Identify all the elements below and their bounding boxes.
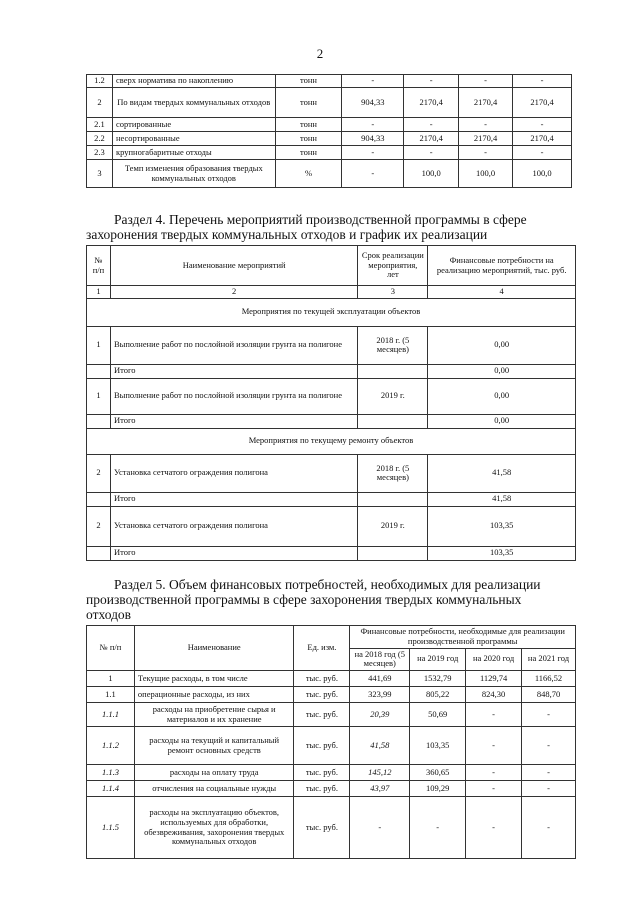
row-num: 1.1 <box>87 687 135 703</box>
table-row <box>87 506 576 546</box>
table-row <box>87 781 576 797</box>
total-value: 41,58 <box>428 492 576 506</box>
col-number: 2 <box>110 286 357 299</box>
row-v2: 1532,79 <box>410 671 466 687</box>
row-unit: тыс. руб. <box>294 781 350 797</box>
table-row <box>87 454 576 492</box>
row-num: 1.1.2 <box>87 727 135 765</box>
header-finance: Финансовые потребности, необходимые для реализации производственной программы <box>350 626 576 649</box>
total-row <box>87 364 576 378</box>
table-row <box>87 88 572 118</box>
row-v3: - <box>466 703 522 727</box>
section5-title <box>86 577 576 622</box>
row-term: 2019 г. <box>358 506 428 546</box>
col-number-row <box>87 286 576 299</box>
table-row <box>87 797 576 859</box>
group-row <box>87 428 576 454</box>
section4-title <box>86 212 576 242</box>
row-name: несортированные <box>112 132 275 146</box>
row-name: По видам твердых коммунальных отходов <box>112 88 275 118</box>
row-name: операционные расходы, из них <box>134 687 294 703</box>
row-v2: 2170,4 <box>404 132 459 146</box>
row-num: 2.3 <box>87 146 113 160</box>
row-v4: 1166,52 <box>522 671 576 687</box>
total-label: Итого <box>110 492 357 506</box>
row-num: 1.1.4 <box>87 781 135 797</box>
table-row <box>87 160 572 188</box>
row-v4: - <box>522 765 576 781</box>
section5-title-line3: отходов <box>86 607 132 622</box>
section4-title-line2: захоронения твердых коммунальных отходов и график их реализации <box>86 227 488 242</box>
row-v1: 441,69 <box>350 671 410 687</box>
row-name: крупногабаритные отходы <box>112 146 275 160</box>
row-v2: 50,69 <box>410 703 466 727</box>
header-unit: Ед. изм. <box>294 626 350 671</box>
header-num: № п/п <box>87 626 135 671</box>
row-num: 2.2 <box>87 132 113 146</box>
section5-title-line1: Раздел 5. Объем финансовых потребностей, необходимых для реализации <box>114 577 541 592</box>
header-year: на 2018 год (5 месяцев) <box>350 648 410 671</box>
table-row <box>87 146 572 160</box>
row-v2: - <box>404 75 459 88</box>
row-term: 2018 г. (5 месяцев) <box>358 326 428 364</box>
row-name: Установка сетчатого ограждения полигона <box>110 506 357 546</box>
row-num: 1.1.1 <box>87 703 135 727</box>
row-v2: 360,65 <box>410 765 466 781</box>
col-number: 1 <box>87 286 111 299</box>
row-unit: тонн <box>275 88 342 118</box>
table-row <box>87 671 576 687</box>
row-v1: - <box>342 160 404 188</box>
row-v4: 100,0 <box>513 160 572 188</box>
header-term: Срок реализации мероприятия, лет <box>358 246 428 286</box>
row-v3: - <box>459 118 513 132</box>
page-number: 2 <box>316 46 324 61</box>
row-unit: тонн <box>275 132 342 146</box>
header-num: № п/п <box>87 246 111 286</box>
row-v3: 1129,74 <box>466 671 522 687</box>
row-v1: - <box>342 75 404 88</box>
row-v2: 2170,4 <box>404 88 459 118</box>
row-unit: тыс. руб. <box>294 727 350 765</box>
row-v3: - <box>466 765 522 781</box>
row-v4: 2170,4 <box>513 132 572 146</box>
row-v4: 848,70 <box>522 687 576 703</box>
total-value: 0,00 <box>428 364 576 378</box>
row-v2: 100,0 <box>404 160 459 188</box>
header-name: Наименование мероприятий <box>110 246 357 286</box>
row-name: Темп изменения образования твердых коммунальных отходов <box>112 160 275 188</box>
row-v3: 2170,4 <box>459 88 513 118</box>
row-v4: - <box>522 727 576 765</box>
row-v4: - <box>513 118 572 132</box>
row-v1: 323,99 <box>350 687 410 703</box>
total-row <box>87 414 576 428</box>
row-v4: - <box>522 703 576 727</box>
row-v2: - <box>410 797 466 859</box>
row-v3: - <box>466 781 522 797</box>
table-row <box>87 703 576 727</box>
row-v3: 824,30 <box>466 687 522 703</box>
row-v2: - <box>404 118 459 132</box>
header-year: на 2020 год <box>466 648 522 671</box>
row-name: расходы на текущий и капитальный ремонт основных средств <box>134 727 294 765</box>
row-num: 2 <box>87 88 113 118</box>
section5-title-line2: производственной программы в сфере захоронения твердых коммунальных <box>86 592 522 607</box>
row-num: 1 <box>87 378 111 414</box>
row-name: сверх норматива по накоплению <box>112 75 275 88</box>
total-value: 103,35 <box>428 546 576 560</box>
row-num: 1 <box>87 326 111 364</box>
row-num: 1.1.5 <box>87 797 135 859</box>
row-v1: 20,39 <box>350 703 410 727</box>
table-row <box>87 118 572 132</box>
row-v4: - <box>513 75 572 88</box>
row-v2: 805,22 <box>410 687 466 703</box>
table-row <box>87 378 576 414</box>
row-term: 2018 г. (5 месяцев) <box>358 454 428 492</box>
row-v2: 103,35 <box>410 727 466 765</box>
row-unit: тонн <box>275 146 342 160</box>
row-unit: тонн <box>275 118 342 132</box>
table-row <box>87 75 572 88</box>
table-row <box>87 132 572 146</box>
row-term: 2019 г. <box>358 378 428 414</box>
row-unit: тыс. руб. <box>294 671 350 687</box>
row-v1: - <box>350 797 410 859</box>
row-v4: 2170,4 <box>513 88 572 118</box>
row-v4: - <box>513 146 572 160</box>
row-name: Установка сетчатого ограждения полигона <box>110 454 357 492</box>
row-v4: - <box>522 781 576 797</box>
row-num: 1.2 <box>87 75 113 88</box>
col-number: 4 <box>428 286 576 299</box>
row-name: расходы на приобретение сырья и материалов и их хранение <box>134 703 294 727</box>
group-row <box>87 298 576 326</box>
table-header-row <box>87 626 576 649</box>
row-num: 1 <box>87 671 135 687</box>
row-num: 2.1 <box>87 118 113 132</box>
table-row <box>87 765 576 781</box>
row-unit: тыс. руб. <box>294 687 350 703</box>
row-v1: - <box>342 146 404 160</box>
col-number: 3 <box>358 286 428 299</box>
row-value: 0,00 <box>428 378 576 414</box>
table-header-row <box>87 246 576 286</box>
row-name: отчисления на социальные нужды <box>134 781 294 797</box>
row-unit: % <box>275 160 342 188</box>
header-year: на 2021 год <box>522 648 576 671</box>
row-v3: - <box>459 75 513 88</box>
group-title: Мероприятия по текущему ремонту объектов <box>87 428 576 454</box>
row-unit: тыс. руб. <box>294 797 350 859</box>
row-num: 1.1.3 <box>87 765 135 781</box>
row-v3: 2170,4 <box>459 132 513 146</box>
header-finance: Финансовые потребности на реализацию мероприятий, тыс. руб. <box>428 246 576 286</box>
total-row <box>87 546 576 560</box>
row-num: 2 <box>87 506 111 546</box>
row-v1: - <box>342 118 404 132</box>
row-v1: 145,12 <box>350 765 410 781</box>
total-label: Итого <box>110 364 357 378</box>
total-value: 0,00 <box>428 414 576 428</box>
row-num: 2 <box>87 454 111 492</box>
row-v2: 109,29 <box>410 781 466 797</box>
group-title: Мероприятия по текущей эксплуатации объектов <box>87 298 576 326</box>
row-unit: тонн <box>275 75 342 88</box>
row-v4: - <box>522 797 576 859</box>
row-name: Выполнение работ по послойной изоляции грунта на полигоне <box>110 378 357 414</box>
table-row <box>87 687 576 703</box>
row-v3: - <box>459 146 513 160</box>
header-year: на 2019 год <box>410 648 466 671</box>
row-v1: 43,97 <box>350 781 410 797</box>
row-value: 0,00 <box>428 326 576 364</box>
finance-table <box>86 625 576 859</box>
row-unit: тыс. руб. <box>294 703 350 727</box>
section4-title-line1: Раздел 4. Перечень мероприятий производственной программы в сфере <box>114 212 527 227</box>
total-row <box>87 492 576 506</box>
table-row <box>87 326 576 364</box>
row-name: сортированные <box>112 118 275 132</box>
row-v3: - <box>466 727 522 765</box>
row-v3: - <box>466 797 522 859</box>
waste-volume-table <box>86 74 572 188</box>
total-label: Итого <box>110 546 357 560</box>
row-v1: 41,58 <box>350 727 410 765</box>
table-row <box>87 727 576 765</box>
row-value: 103,35 <box>428 506 576 546</box>
row-num: 3 <box>87 160 113 188</box>
row-name: расходы на эксплуатацию объектов, используемых для обработки, обезвреживания, захоронения твердых коммунальных отходов <box>134 797 294 859</box>
row-v1: 904,33 <box>342 132 404 146</box>
header-name: Наименование <box>134 626 294 671</box>
row-v1: 904,33 <box>342 88 404 118</box>
row-name: Текущие расходы, в том числе <box>134 671 294 687</box>
row-name: расходы на оплату труда <box>134 765 294 781</box>
row-value: 41,58 <box>428 454 576 492</box>
measures-table <box>86 245 576 561</box>
row-v3: 100,0 <box>459 160 513 188</box>
total-label: Итого <box>110 414 357 428</box>
row-unit: тыс. руб. <box>294 765 350 781</box>
row-name: Выполнение работ по послойной изоляции грунта на полигоне <box>110 326 357 364</box>
row-v2: - <box>404 146 459 160</box>
